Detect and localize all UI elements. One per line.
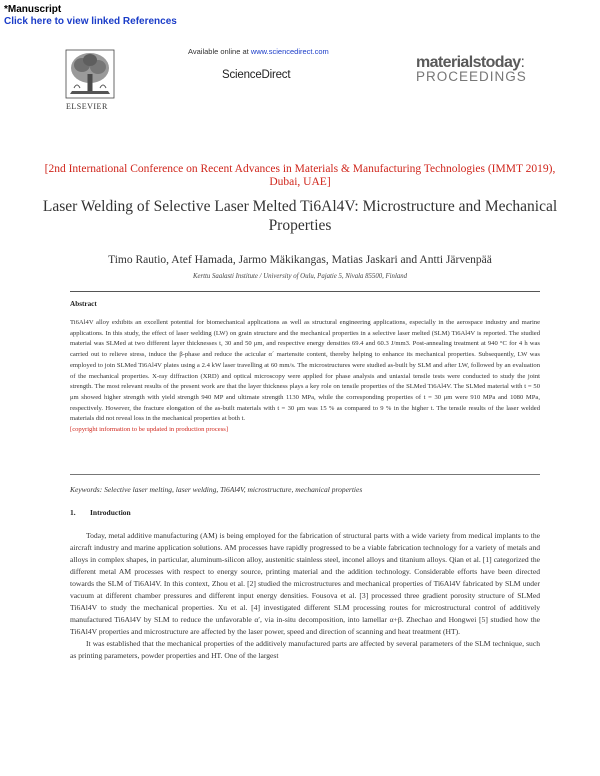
elsevier-tree-logo bbox=[60, 48, 120, 104]
section-number: 1. bbox=[70, 508, 76, 517]
intro-paragraph-1: Today, metal additive manufacturing (AM) is being employed for the fabrication of structural parts with a wide variety from medical implants to the aircraft industry and marine application solutions. AM processes have rapidly progressed to be a viable fabrication technology for a variety of metals and alloys in complex shapes, in particular, aluminum-silicon alloy, austenitic stainless steel, inconel alloys and titanium alloys. Qian et al. [1] categorized the different metal AM processes with respect to energy source, printing material and the addition technology. Considerable efforts have been directed towards the SLM of Ti6Al4V. In this context, Zhou et al. [2] studied the microstructures and mechanical properties of Ti6Al4V fabricated by SLM under vacuum at different chamber pressures and different input energy densities. Fousova et al. [3] processed three gradient porosity structure of SLMed Ti6Al4V to study the mechanical properties. Xu et al. [4] investigated different SLM processing routes for microstructural control of additively manufactured Ti6Al4V by SLM to reduce the unfavorable α′, via in-situ decomposition, into lamellar α+β. Zhechao and Hongwei [5] studied how the Ti6Al4V properties and microstructure are affected by the laser power, speed and direction of scanning and heat treatment (HT). bbox=[70, 531, 540, 636]
journal-name-bottom: PROCEEDINGS bbox=[416, 69, 527, 84]
conference-line: [2nd International Conference on Recent Advances in Materials & Manufacturing Technologies (IMMT 2019), Dubai, UAE] bbox=[44, 163, 556, 188]
divider-top bbox=[70, 291, 540, 292]
journal-colon: : bbox=[520, 54, 525, 71]
elsevier-wordmark: ELSEVIER bbox=[66, 102, 108, 111]
introduction-body bbox=[70, 530, 540, 662]
paper-title: Laser Welding of Selective Laser Melted Ti6Al4V: Microstructure and Mechanical Properties bbox=[42, 198, 558, 234]
affiliation: Kerttu Saalasti Institute / University of Oulu, Pajatie 5, Nivala 85500, Finland bbox=[192, 273, 408, 280]
section-heading-introduction bbox=[70, 508, 131, 517]
view-references-link[interactable]: Click here to view linked References bbox=[4, 16, 177, 27]
abstract-heading: Abstract bbox=[70, 300, 97, 308]
available-prefix: Available online at bbox=[188, 47, 251, 56]
journal-name-top: materialstoday bbox=[416, 54, 521, 71]
availability-line bbox=[188, 47, 329, 56]
manuscript-label: *Manuscript bbox=[4, 4, 62, 15]
materials-today-logo bbox=[416, 56, 527, 84]
divider-bottom bbox=[70, 474, 540, 475]
copyright-note: [copyright information to be updated in production process] bbox=[70, 426, 229, 434]
author-list: Timo Rautio, Atef Hamada, Jarmo Mäkikangas, Matias Jaskari and Antti Järvenpää bbox=[108, 254, 492, 266]
abstract-text: Ti6Al4V alloy exhibits an excellent potential for biomechanical applications as well as structural engineering applications, especially in the aerospace industry and marine applications. In this study, the effect of laser welding (LW) on grain structure and the mechanical properties in a selective laser melted (SLM) Ti6Al4V is reported. The studied material was SLMed at two different layer thicknesses t, 30 and 50 μm, and respective energy densities 69.4 and 60.3 J/mm3. Post-annealing treatment at 940 °C for 4 h was carried out to relieve stress, induce the β-phase and reduce the acicular α´ martensite content, thereby helping to enhance its mechanical properties. Subsequently, LW was employed to join SLMed Ti6Al4V plates using a 2.4 kW laser travelling at 60 mm/s. The microstructures were studied as-built by SLM and after LW, followed by an evaluation of the mechanical properties. X-ray diffraction (XRD) and optical microscopy were applied for phase analysis and uniaxial tensile tests were conducted to study the joint strength. The most relevant results of the present work are that the layer thickness plays a key role on tensile properties of the SLMed Ti6Al4V. The SLMed material with t = 50 μm showed higher strength with yield strength 940 MP and ultimate strength 1130 MPa, while the corresponding properties of t = 30 μm were 910 MPa and 1080 MPa, respectively. However, the fracture elongation of the as-built materials with t = 30 μm was 15 % as compared to 9 % in the higher t. The tensile results of the laser welded materials did not reveal loss in the mechanical properties at both t. bbox=[70, 319, 540, 423]
abstract-body bbox=[70, 318, 540, 436]
manuscript-header bbox=[4, 4, 177, 28]
sciencedirect-wordmark: ScienceDirect bbox=[222, 69, 291, 81]
intro-paragraph-2: It was established that the mechanical properties of the additively manufactured parts are affected by several parameters of the SLM technique, such as printing parameters, powder properties and HT. One of the largest bbox=[70, 639, 540, 660]
keywords-line: Keywords: Selective laser melting, laser welding, Ti6Al4V, microstructure, mechanical properties bbox=[70, 485, 363, 494]
sciencedirect-url[interactable]: www.sciencedirect.com bbox=[250, 47, 329, 56]
section-title: Introduction bbox=[90, 508, 131, 517]
